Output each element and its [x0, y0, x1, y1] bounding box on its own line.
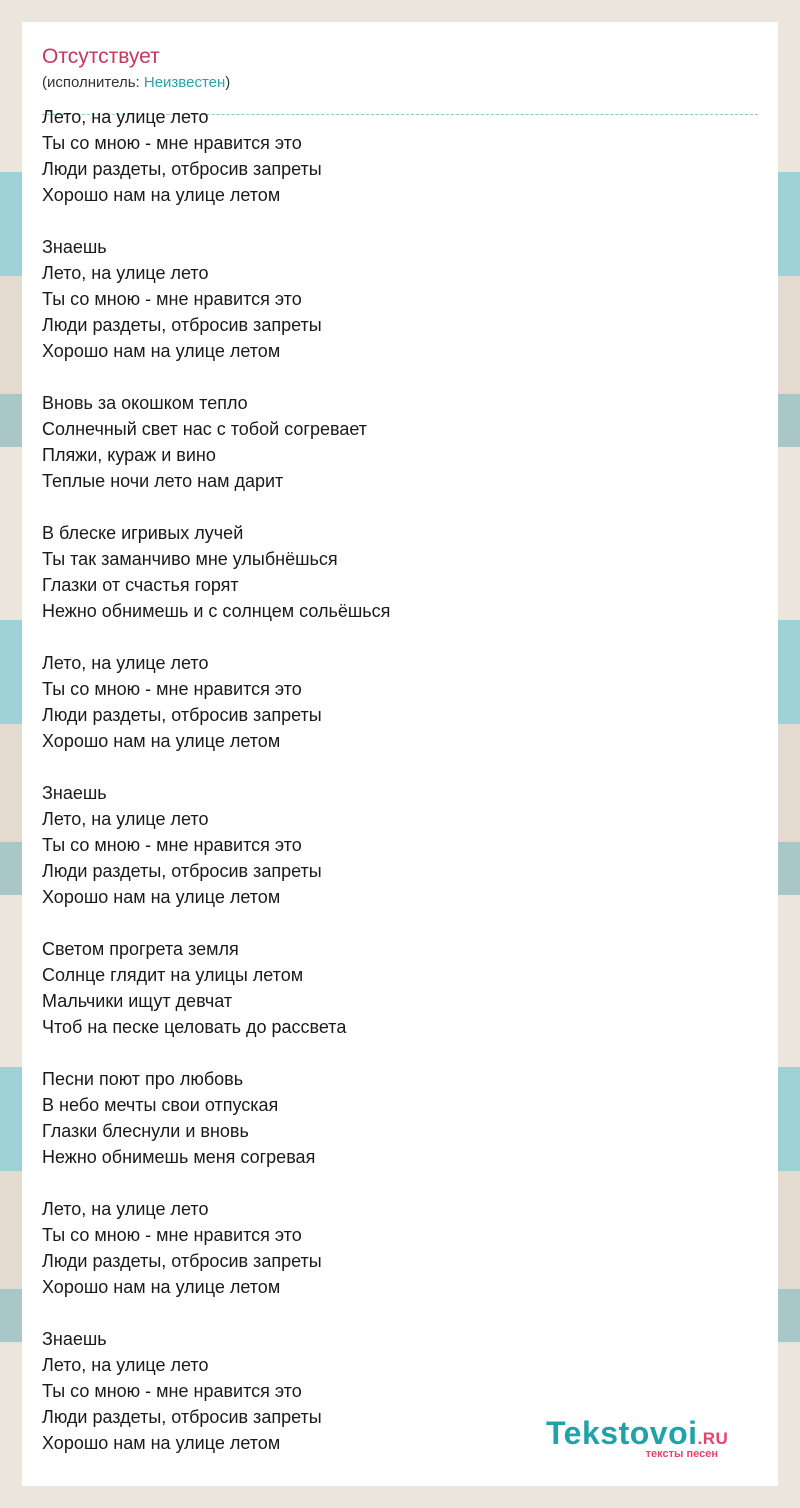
lyric-stanza: [42, 234, 742, 364]
performer-link[interactable]: Неизвестен: [143, 74, 226, 91]
lyric-line: Знаешь: [42, 783, 107, 803]
lyric-line: Лето, на улице лето: [42, 1199, 209, 1219]
lyric-line: Теплые ночи лето нам дарит: [42, 471, 284, 491]
lyric-stanza: [42, 520, 742, 624]
lyric-line: Ты так заманчиво мне улыбнёшься: [42, 549, 338, 569]
site-logo[interactable]: [546, 1416, 746, 1460]
lyric-line: Люди раздеты, отбросив запреты: [42, 1407, 322, 1427]
lyric-line: Глазки от счастья горят: [42, 575, 239, 595]
lyric-line: Хорошо нам на улице летом: [42, 185, 281, 205]
lyric-line: Люди раздеты, отбросив запреты: [42, 1251, 322, 1271]
logo-name: Tekstovoi: [546, 1415, 698, 1451]
song-title: Отсутствует: [42, 45, 160, 68]
lyric-line: Хорошо нам на улице летом: [42, 887, 281, 907]
lyric-line: Лето, на улице лето: [42, 107, 209, 127]
lyrics-body: [42, 104, 742, 1482]
lyric-line: В блеске игривых лучей: [42, 523, 244, 543]
lyric-line: Мальчики ищут девчат: [42, 991, 233, 1011]
lyric-stanza: [42, 936, 742, 1040]
performer-prefix: (исполнитель:: [42, 74, 144, 91]
lyric-line: Хорошо нам на улице летом: [42, 1433, 281, 1453]
lyric-line: Люди раздеты, отбросив запреты: [42, 159, 322, 179]
lyric-line: Хорошо нам на улице летом: [42, 1277, 281, 1297]
lyric-line: Ты со мною - мне нравится это: [42, 835, 302, 855]
lyric-line: Лето, на улице лето: [42, 653, 209, 673]
lyric-line: Лето, на улице лето: [42, 1355, 209, 1375]
lyric-line: Люди раздеты, отбросив запреты: [42, 705, 322, 725]
lyric-line: Ты со мною - мне нравится это: [42, 289, 302, 309]
lyric-line: Ты со мною - мне нравится это: [42, 133, 302, 153]
lyric-line: Лето, на улице лето: [42, 809, 209, 829]
lyric-line: Светом прогрета земля: [42, 939, 239, 959]
lyric-line: Люди раздеты, отбросив запреты: [42, 315, 322, 335]
lyric-line: Лето, на улице лето: [42, 263, 209, 283]
lyric-line: Чтоб на песке целовать до рассвета: [42, 1017, 347, 1037]
lyric-line: Нежно обнимешь и с солнцем сольёшься: [42, 601, 391, 621]
lyric-stanza: [42, 650, 742, 754]
lyric-stanza: [42, 104, 742, 208]
lyric-line: Люди раздеты, отбросив запреты: [42, 861, 322, 881]
lyric-line: Знаешь: [42, 237, 107, 257]
lyric-line: Песни поют про любовь: [42, 1069, 244, 1089]
lyric-line: Хорошо нам на улице летом: [42, 731, 281, 751]
lyric-line: В небо мечты свои отпуская: [42, 1095, 279, 1115]
lyric-line: Знаешь: [42, 1329, 107, 1349]
lyric-line: Солнечный свет нас с тобой согревает: [42, 419, 368, 439]
performer-line: [42, 73, 230, 93]
lyric-stanza: [42, 1196, 742, 1300]
performer-suffix: ): [225, 74, 231, 91]
lyric-line: Солнце глядит на улицы летом: [42, 965, 304, 985]
lyric-stanza: [42, 780, 742, 910]
lyric-line: Ты со мною - мне нравится это: [42, 679, 302, 699]
lyric-line: Нежно обнимешь меня согревая: [42, 1147, 316, 1167]
lyric-stanza: [42, 390, 742, 494]
lyric-line: Пляжи, кураж и вино: [42, 445, 216, 465]
lyric-line: Хорошо нам на улице летом: [42, 341, 281, 361]
logo-tld: .RU: [697, 1429, 729, 1448]
lyric-line: Ты со мною - мне нравится это: [42, 1225, 302, 1245]
lyric-line: Ты со мною - мне нравится это: [42, 1381, 302, 1401]
logo-tagline: тексты песен: [645, 1448, 718, 1460]
lyric-line: Глазки блеснули и вновь: [42, 1121, 249, 1141]
lyric-stanza: [42, 1066, 742, 1170]
lyric-line: Вновь за окошком тепло: [42, 393, 248, 413]
lyrics-card: [22, 22, 778, 1486]
